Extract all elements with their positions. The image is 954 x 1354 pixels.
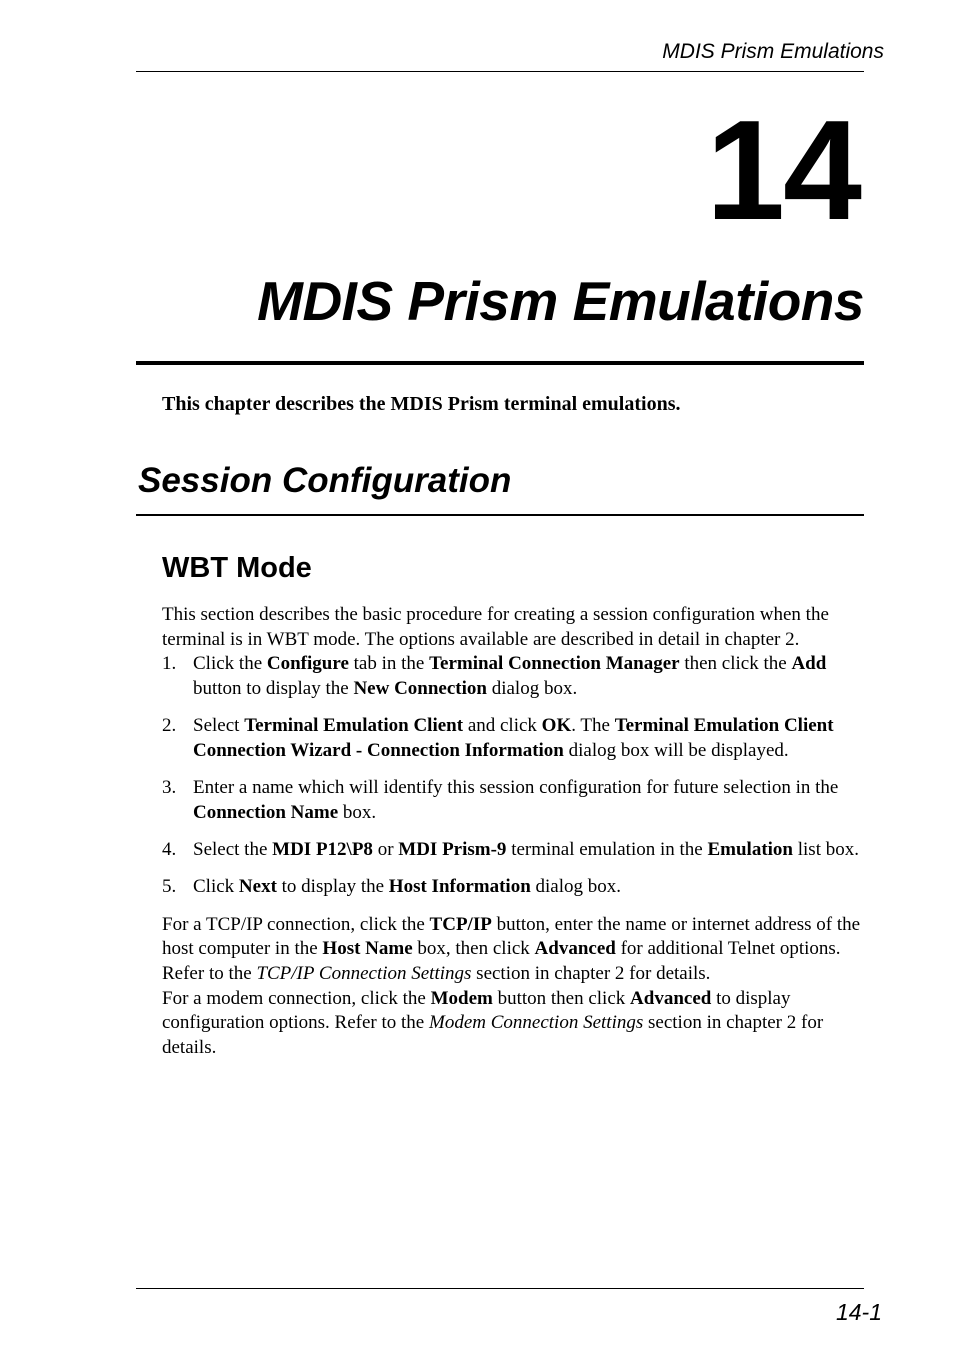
step-number: 5. xyxy=(162,876,177,898)
header-rule xyxy=(136,71,864,72)
step-item: 2. Select Terminal Emulation Client and click OK. The Terminal Emulation Client Connection Wizard - Connection Information dialog box will be displayed. xyxy=(162,715,834,762)
body-text xyxy=(162,603,862,1061)
modem-note: For a modem connection, click the Modem button then click Advanced to display configuration options. Refer to the Modem Connection Settings section in chapter 2 for details. xyxy=(162,987,824,1059)
tcpip-note: For a TCP/IP connection, click the TCP/IP button, enter the name or internet address of the host computer in the Host Name box, then click Advanced for additional Telnet options. Refer to the TCP/IP Connection Settings section in chapter 2 for details. xyxy=(162,913,861,984)
page-number: 14-1 xyxy=(835,1299,882,1325)
footer-rule xyxy=(136,1288,864,1289)
step-number: 3. xyxy=(162,777,177,799)
section-heading: Session Configuration xyxy=(138,461,512,500)
step-item: 4. Select the MDI P12\P8 or MDI Prism-9 terminal emulation in the Emulation list box. xyxy=(162,838,862,863)
chapter-number: 14 xyxy=(706,91,860,250)
running-header: MDIS Prism Emulations xyxy=(662,40,884,63)
step-item: 5. Click Next to display the Host Information dialog box. xyxy=(162,875,862,900)
subsection-intro: This section describes the basic procedure for creating a session configuration when the terminal is in WBT mode. The options available are described in detail in chapter 2. xyxy=(162,604,829,650)
step-number: 1. xyxy=(162,653,177,675)
chapter-intro: This chapter describes the MDIS Prism terminal emulations. xyxy=(162,393,681,415)
step-number: 4. xyxy=(162,839,177,861)
step-number: 2. xyxy=(162,715,177,737)
step-item: 3. Enter a name which will identify this session configuration for future selection in the Connection Name box. xyxy=(162,777,839,823)
subsection-heading: WBT Mode xyxy=(162,552,312,584)
procedure-steps xyxy=(162,652,862,900)
chapter-title-rule xyxy=(136,361,864,365)
chapter-title: MDIS Prism Emulations xyxy=(257,270,864,332)
section-rule xyxy=(136,514,864,516)
step-item: 1. Click the Configure tab in the Terminal Connection Manager then click the Add button to display the New Connection dialog box. xyxy=(162,653,827,700)
